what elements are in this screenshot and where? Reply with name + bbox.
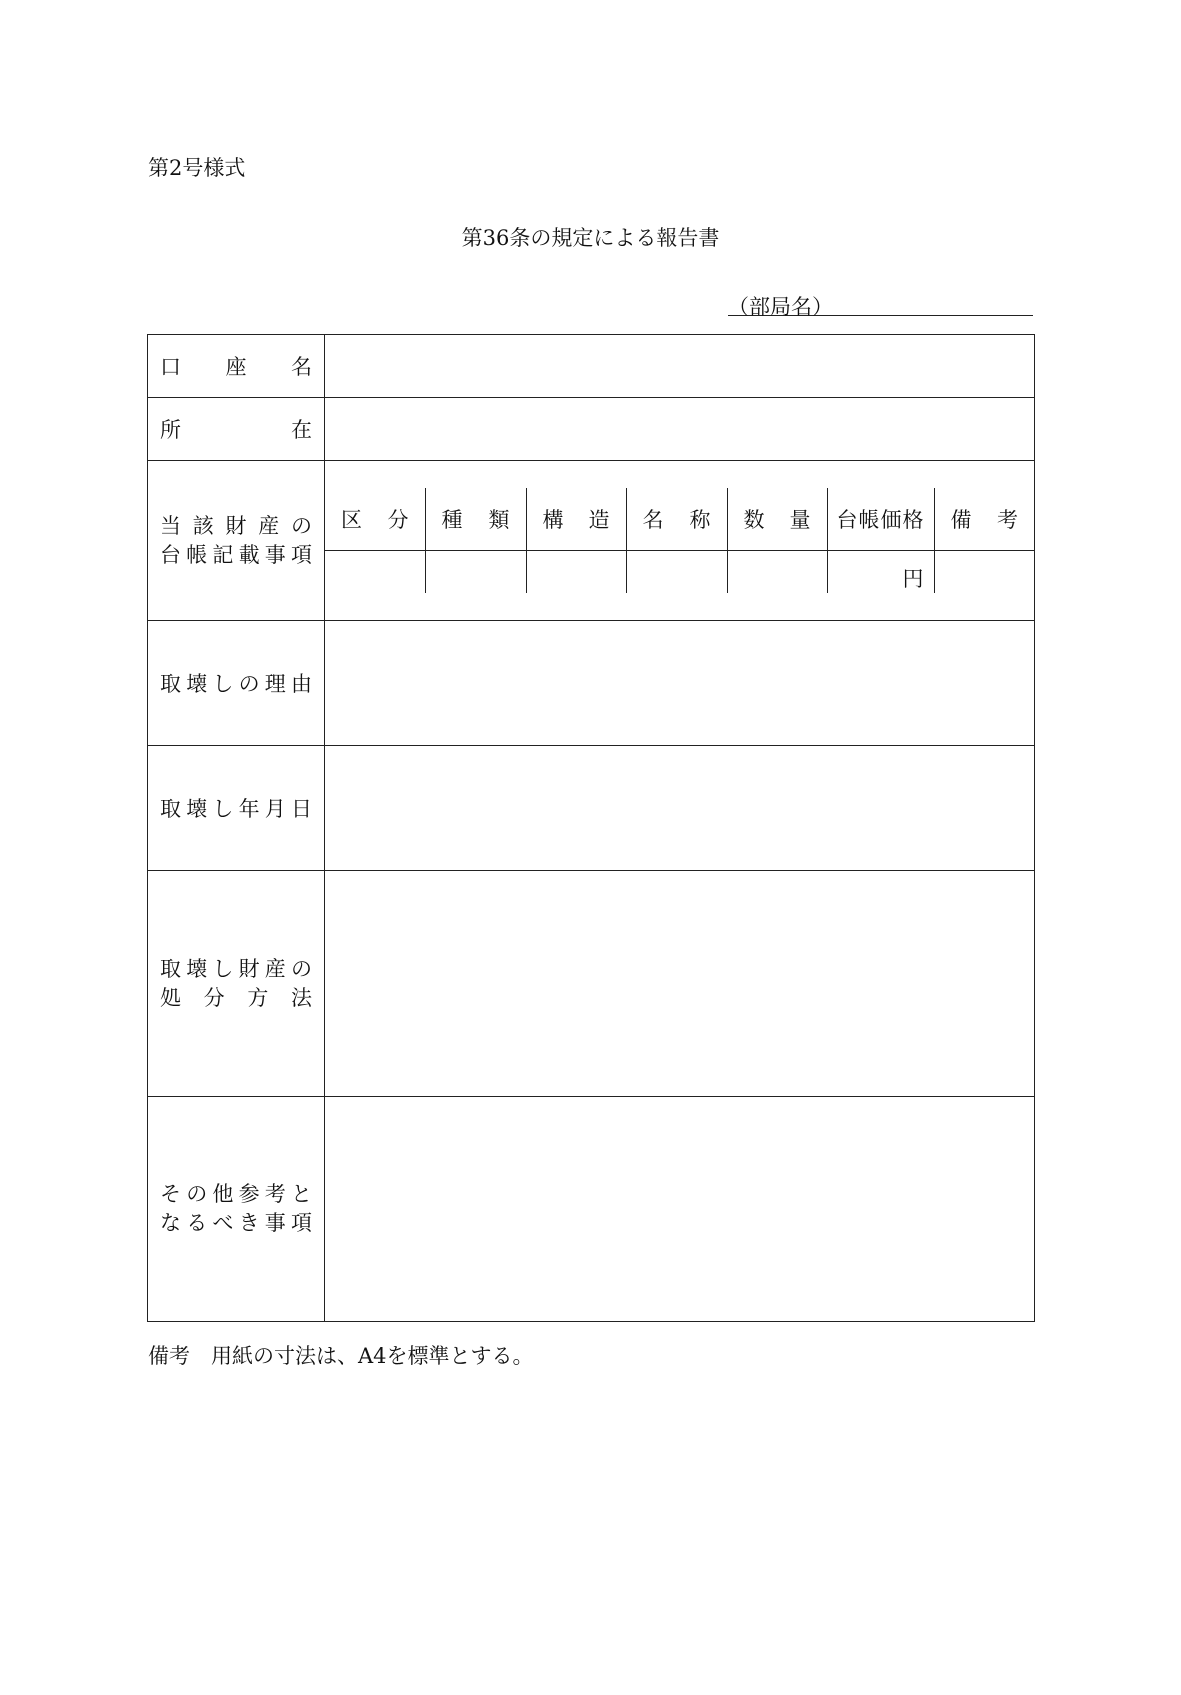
label-char: 年 — [238, 797, 260, 821]
label-char: 台 — [160, 542, 181, 567]
label-char: 壊 — [186, 956, 208, 981]
demolition-date-field[interactable] — [325, 746, 1035, 871]
label-char: そ — [160, 1182, 181, 1206]
label-char: 項 — [290, 542, 312, 567]
label-char: 事 — [264, 542, 286, 567]
label-char: 他 — [212, 1182, 234, 1206]
demolition-reason-field[interactable] — [325, 621, 1035, 746]
column-header-remarks — [934, 488, 1034, 551]
label-char: 法 — [290, 985, 312, 1010]
label-char: 方 — [247, 985, 269, 1010]
type-field[interactable] — [425, 551, 526, 594]
label-char: き — [238, 1211, 260, 1235]
header-char: 構 — [542, 508, 564, 532]
quantity-field[interactable] — [727, 551, 827, 594]
label-char: 記 — [212, 542, 234, 567]
header-label: 台帳価格 — [836, 508, 925, 532]
location-label — [148, 398, 325, 461]
column-header-name — [626, 488, 727, 551]
column-header-category — [325, 488, 425, 551]
header-char: 量 — [789, 508, 811, 532]
label-char: べ — [212, 1211, 234, 1235]
label-char: 当 — [160, 513, 181, 538]
ledger-price-field[interactable] — [827, 551, 934, 594]
header-char: 類 — [488, 508, 510, 532]
label-char: 帳 — [186, 542, 208, 567]
other-notes-label — [148, 1097, 325, 1322]
other-notes-field[interactable] — [325, 1097, 1035, 1322]
demolition-reason-label — [148, 621, 325, 746]
label-char: 取 — [160, 956, 181, 981]
document-title: 第36条の規定による報告書 — [461, 226, 720, 250]
label-char: 壊 — [186, 672, 208, 696]
label-char: 産 — [258, 513, 280, 538]
label-char: 該 — [192, 513, 214, 538]
label-char: し — [212, 956, 234, 981]
label-char: 壊 — [186, 797, 208, 821]
header-char: 名 — [642, 508, 664, 532]
disposal-method-field[interactable] — [325, 871, 1035, 1097]
label-char: 口 — [160, 355, 181, 379]
label-char: 分 — [203, 985, 225, 1010]
column-header-structure — [526, 488, 626, 551]
label-char: 財 — [238, 956, 260, 981]
label-char: 事 — [264, 1211, 286, 1235]
label-char: し — [212, 672, 234, 696]
category-field[interactable] — [325, 551, 425, 594]
label-char: の — [186, 1182, 208, 1206]
name-field[interactable] — [626, 551, 727, 594]
header-char: 種 — [441, 508, 463, 532]
header-char: 造 — [588, 508, 610, 532]
label-char: の — [238, 672, 260, 696]
disposal-method-label — [148, 871, 325, 1097]
label-char: 取 — [160, 672, 181, 696]
account-name-label — [148, 335, 325, 398]
label-char: 座 — [225, 355, 247, 379]
header-char: 考 — [997, 508, 1018, 532]
label-char: 取 — [160, 797, 181, 821]
demolition-date-label — [148, 746, 325, 871]
account-name-field[interactable] — [325, 335, 1035, 398]
label-char: 財 — [225, 513, 247, 538]
ledger-items-cell — [325, 461, 1035, 621]
label-char: 参 — [238, 1182, 260, 1206]
label-char: と — [290, 1182, 312, 1206]
column-header-type — [425, 488, 526, 551]
label-char: 月 — [264, 797, 286, 821]
department-field[interactable] — [728, 291, 1033, 319]
report-form-table — [147, 334, 1035, 1322]
remarks-field[interactable] — [934, 551, 1034, 594]
label-char: 所 — [160, 418, 181, 442]
header-char: 分 — [387, 508, 409, 532]
footnote: 備考 用紙の寸法は、A4を標準とする。 — [148, 1344, 534, 1368]
label-char: る — [186, 1211, 208, 1235]
column-header-ledger-price — [827, 488, 934, 551]
label-char: 日 — [290, 797, 312, 821]
label-char: 由 — [290, 672, 312, 696]
location-field[interactable] — [325, 398, 1035, 461]
label-char: な — [160, 1211, 181, 1235]
header-char: 区 — [341, 508, 362, 532]
label-char: 在 — [291, 418, 312, 442]
yen-unit: 円 — [902, 567, 924, 592]
structure-field[interactable] — [526, 551, 626, 594]
label-char: 考 — [264, 1182, 286, 1206]
header-char: 数 — [743, 508, 765, 532]
label-char: し — [212, 797, 234, 821]
column-header-quantity — [727, 488, 827, 551]
label-char: 産 — [264, 956, 286, 981]
label-char: 載 — [238, 542, 260, 567]
ledger-items-label — [148, 461, 325, 621]
form-number: 第2号様式 — [148, 156, 246, 180]
label-char: の — [291, 513, 312, 538]
department-label: （部局名） — [728, 295, 833, 319]
ledger-items-table — [325, 488, 1034, 594]
label-char: 理 — [264, 672, 286, 696]
label-char: の — [290, 956, 312, 981]
label-char: 名 — [291, 355, 312, 379]
header-char: 備 — [950, 508, 972, 532]
label-char: 項 — [290, 1211, 312, 1235]
header-char: 称 — [689, 508, 711, 532]
label-char: 処 — [160, 985, 181, 1010]
